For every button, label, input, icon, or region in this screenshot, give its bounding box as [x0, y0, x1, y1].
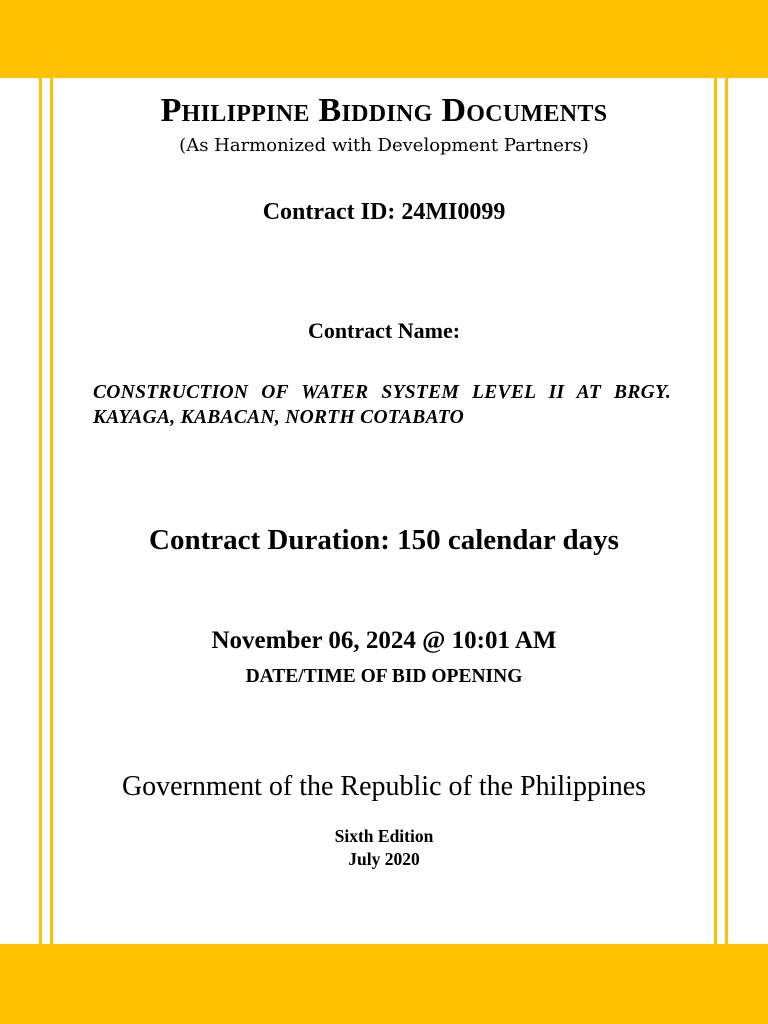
contract-id: Contract ID: 24MI0099 — [262, 199, 506, 225]
bid-opening-label: DATE/TIME OF BID OPENING — [245, 666, 523, 687]
edition: Sixth Edition — [334, 826, 434, 846]
top-yellow-band — [0, 0, 768, 78]
document-subtitle: (As Harmonized with Development Partners) — [179, 135, 589, 156]
document-title: Philippine Bidding Documents — [160, 92, 608, 129]
contract-name-label: Contract Name: — [307, 318, 461, 343]
bid-opening-datetime: November 06, 2024 @ 10:01 AM — [211, 627, 557, 654]
bottom-yellow-band — [0, 944, 768, 1024]
edition-date: July 2020 — [348, 849, 420, 869]
contract-name: CONSTRUCTION OF WATER SYSTEM LEVEL II AT BRGY. KAYAGA, KABACAN, NORTH COTABATO — [93, 382, 671, 428]
contract-duration: Contract Duration: 150 calendar days — [149, 524, 619, 556]
government-name: Government of the Republic of the Philippines — [121, 771, 647, 802]
